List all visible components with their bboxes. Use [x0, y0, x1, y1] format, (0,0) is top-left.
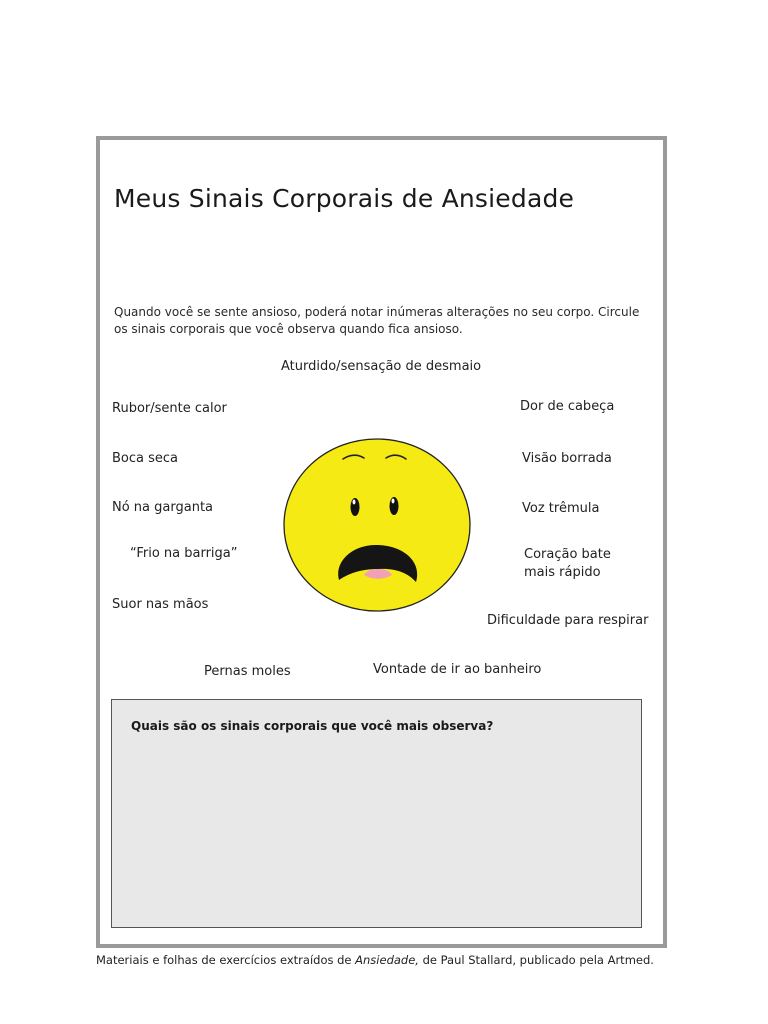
- sign-blurred-vision: Visão borrada: [522, 451, 612, 466]
- sign-butterflies: “Frio na barriga”: [130, 546, 238, 561]
- sign-shaky-voice: Voz trêmula: [522, 501, 600, 516]
- credit-book-title: Ansiedade,: [355, 953, 419, 967]
- anxious-face-icon: [282, 437, 472, 613]
- sign-dry-mouth: Boca seca: [112, 451, 179, 466]
- credit-prefix: Materiais e folhas de exercícios extraídos de: [96, 953, 356, 967]
- source-credit: [96, 953, 654, 967]
- sign-dizzy: Aturdido/sensação de desmaio: [281, 359, 482, 374]
- answer-question: Quais são os sinais corporais que você mais observa?: [131, 719, 494, 733]
- credit-suffix: de Paul Stallard, publicado pela Artmed.: [418, 953, 654, 967]
- sign-flushing: Rubor/sente calor: [112, 401, 227, 416]
- sign-heart-line2: mais rápido: [524, 565, 601, 580]
- answer-box[interactable]: [111, 699, 642, 928]
- sign-bathroom: Vontade de ir ao banheiro: [373, 662, 542, 677]
- sign-headache: Dor de cabeça: [520, 399, 615, 414]
- worksheet-title: Meus Sinais Corporais de Ansiedade: [114, 184, 575, 213]
- sign-weak-legs: Pernas moles: [204, 664, 291, 679]
- sign-throat-lump: Nó na garganta: [112, 500, 214, 515]
- sign-sweaty-hands: Suor nas mãos: [112, 597, 209, 612]
- sign-heart-line1: Coração bate: [524, 547, 611, 562]
- intro-text: Quando você se sente ansioso, poderá notar inúmeras alterações no seu corpo. Circule os sinais corporais que você observa quando fica ansioso.: [114, 305, 640, 336]
- face-circle: [284, 439, 470, 611]
- sign-breathing: Dificuldade para respirar: [487, 613, 649, 628]
